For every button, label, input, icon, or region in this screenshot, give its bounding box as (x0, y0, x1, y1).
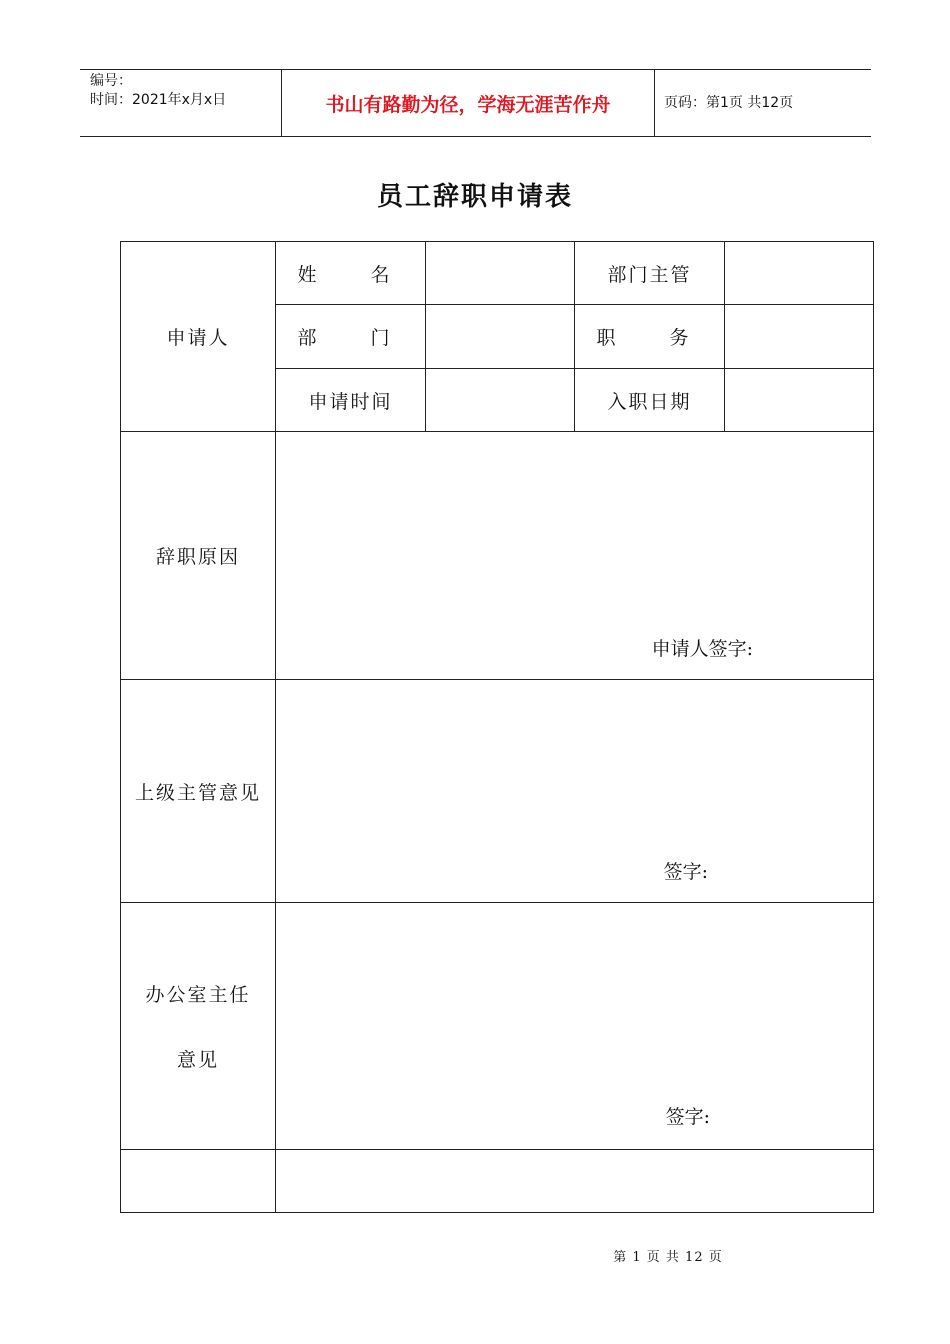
position-label: 职 务 (575, 305, 725, 369)
doc-number-label: 编号： (90, 73, 132, 89)
header-divider-right (654, 69, 655, 136)
doc-date-label: 时间：2021年x月x日 (90, 92, 227, 108)
name-label: 姓 名 (276, 242, 426, 305)
supervisor-field[interactable] (725, 242, 874, 305)
office-opinion-label-line2: 意见 (176, 1049, 219, 1071)
applicant-signature-label: 申请人签字: (651, 638, 753, 660)
department-field[interactable] (426, 305, 575, 369)
entry-date-field[interactable] (725, 369, 874, 432)
extra-label-cell (121, 1150, 276, 1213)
superior-opinion-label: 上级主管意见 (121, 680, 276, 903)
department-label: 部 门 (276, 305, 426, 369)
office-signature-label: 签字: (665, 1106, 710, 1128)
page-title: 员工辞职申请表 (376, 182, 573, 212)
position-field[interactable] (725, 305, 874, 369)
apply-time-field[interactable] (426, 369, 575, 432)
header-top-rule (80, 69, 871, 70)
superior-opinion-field[interactable] (276, 680, 874, 903)
superior-signature-label: 签字: (663, 861, 708, 883)
page-footer: 第 1 页 共 12 页 (613, 1250, 723, 1265)
name-field[interactable] (426, 242, 575, 305)
apply-time-label: 申请时间 (276, 369, 426, 432)
header-bottom-rule (80, 136, 871, 137)
page-indicator: 页码：第1页 共12页 (664, 95, 794, 111)
reason-label: 辞职原因 (121, 432, 276, 680)
header-motto: 书山有路勤为径，学海无涯苦作舟 (325, 94, 611, 116)
extra-field[interactable] (276, 1150, 874, 1213)
resignation-form (120, 241, 874, 1213)
office-opinion-label-line1: 办公室主任 (145, 984, 251, 1006)
supervisor-label: 部门主管 (575, 242, 725, 305)
entry-date-label: 入职日期 (575, 369, 725, 432)
office-opinion-label (121, 903, 276, 1150)
reason-field[interactable] (276, 432, 874, 680)
office-opinion-field[interactable] (276, 903, 874, 1150)
applicant-label: 申请人 (121, 242, 276, 432)
